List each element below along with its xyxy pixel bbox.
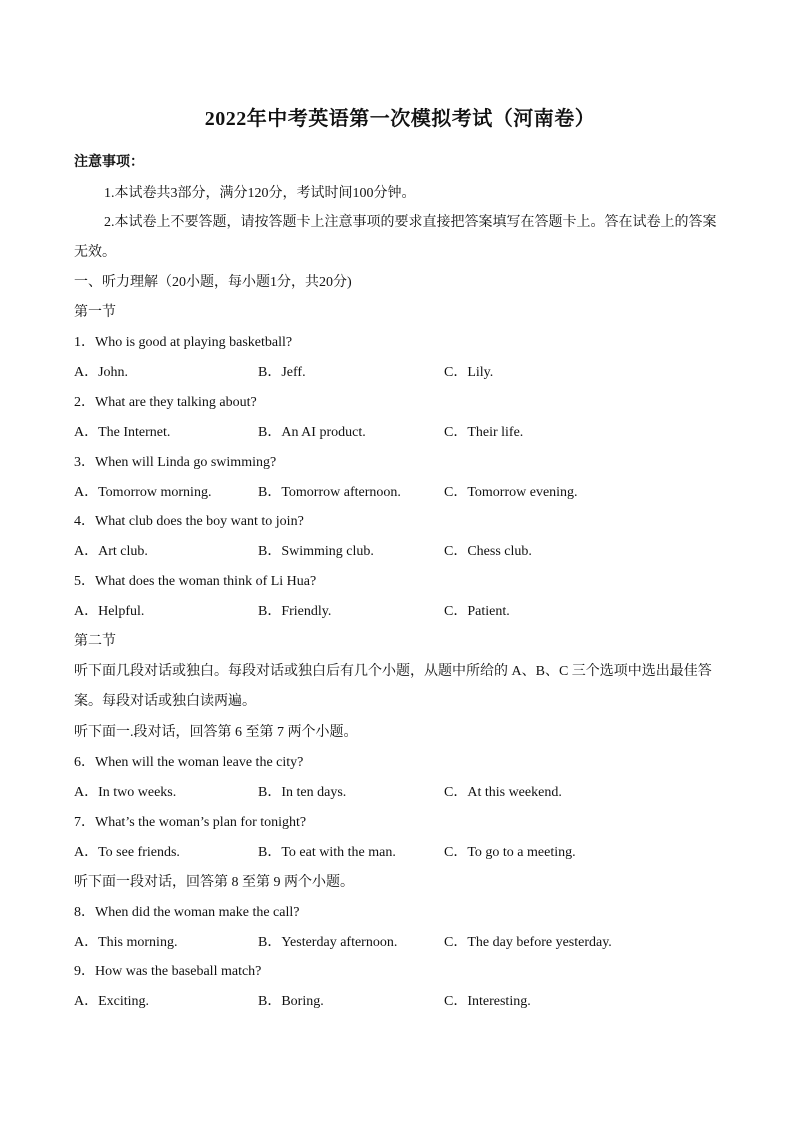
option-c: C．Their life. bbox=[444, 425, 524, 440]
option-b: B．Jeff. bbox=[258, 365, 306, 380]
option-a: A．John. bbox=[74, 365, 129, 380]
question-text: 7．What’s the woman’s plan for tonight? bbox=[74, 815, 307, 830]
part-1-heading: 第一节 bbox=[74, 305, 116, 320]
option-a: A．Tomorrow morning. bbox=[74, 485, 212, 500]
option-a: A．In two weeks. bbox=[74, 785, 177, 800]
option-b: B．To eat with the man. bbox=[258, 845, 396, 860]
option-b: B．Swimming club. bbox=[258, 544, 374, 559]
question-text: 5．What does the woman think of Li Hua? bbox=[74, 574, 317, 589]
dialog-instruction: 听下面一.段对话，回答第 6 至第 7 两个小题。 bbox=[74, 725, 358, 740]
option-c: C．Lily. bbox=[444, 365, 494, 380]
option-b: B．Yesterday afternoon. bbox=[258, 935, 398, 950]
question-text: 2．What are they talking about? bbox=[74, 395, 257, 410]
part-2-heading: 第二节 bbox=[74, 634, 116, 649]
notice-heading: 注意事项： bbox=[74, 155, 144, 170]
notice-item-2-line-1: 2.本试卷上不要答题，请按答题卡上注意事项的要求直接把答案填写在答题卡上。答在试卷上的答案 bbox=[104, 215, 717, 230]
option-b: B．An AI product. bbox=[258, 425, 366, 440]
question-text: 9．How was the baseball match? bbox=[74, 964, 262, 979]
option-a: A．The Internet. bbox=[74, 425, 171, 440]
dialog-instruction: 听下面一段对话，回答第 8 至第 9 两个小题。 bbox=[74, 875, 354, 890]
option-b: B．In ten days. bbox=[258, 785, 347, 800]
option-b: B．Tomorrow afternoon. bbox=[258, 485, 401, 500]
option-c: C．Tomorrow evening. bbox=[444, 485, 578, 500]
option-c: C．At this weekend. bbox=[444, 785, 562, 800]
option-a: A．Art club. bbox=[74, 544, 148, 559]
option-a: A．This morning. bbox=[74, 935, 178, 950]
option-a: A．Exciting. bbox=[74, 994, 150, 1009]
notice-item-2-line-2: 无效。 bbox=[74, 245, 116, 260]
option-a: A．To see friends. bbox=[74, 845, 180, 860]
section-heading: 一、听力理解（20小题，每小题1分，共20分) bbox=[74, 275, 352, 290]
option-c: C．Interesting. bbox=[444, 994, 531, 1009]
question-text: 8．When did the woman make the call? bbox=[74, 905, 300, 920]
option-c: C．Chess club. bbox=[444, 544, 532, 559]
question-text: 1．Who is good at playing basketball? bbox=[74, 335, 293, 350]
question-text: 6．When will the woman leave the city? bbox=[74, 755, 304, 770]
option-c: C．The day before yesterday. bbox=[444, 935, 612, 950]
part-2-instruction-line-2: 案。每段对话或独白读两遍。 bbox=[74, 694, 256, 709]
notice-item-1: 1.本试卷共3部分，满分120分，考试时间100分钟。 bbox=[104, 186, 416, 201]
question-text: 3．When will Linda go swimming? bbox=[74, 455, 277, 470]
part-2-instruction-line-1: 听下面几段对话或独白。每段对话或独白后有几个小题，从题中所给的 A、B、C 三个选项中选出最佳答 bbox=[74, 664, 712, 679]
option-c: C．Patient. bbox=[444, 604, 510, 619]
option-a: A．Helpful. bbox=[74, 604, 145, 619]
option-c: C．To go to a meeting. bbox=[444, 845, 576, 860]
question-text: 4．What club does the boy want to join? bbox=[74, 514, 304, 529]
option-b: B．Friendly. bbox=[258, 604, 332, 619]
option-b: B．Boring. bbox=[258, 994, 324, 1009]
page-title: 2022年中考英语第一次模拟考试（河南卷） bbox=[204, 108, 596, 130]
